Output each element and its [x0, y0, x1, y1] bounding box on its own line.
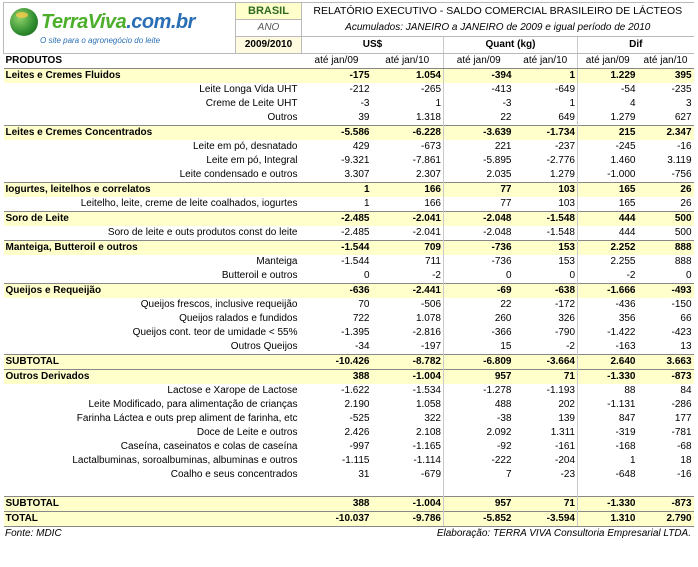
row-label: Manteiga — [256, 256, 298, 267]
value-cell: -9.321 — [341, 155, 370, 166]
value-cell: -2.485 — [341, 227, 370, 238]
value-cell: -161 — [554, 441, 575, 452]
value-cell: -38 — [444, 412, 514, 426]
item-row — [4, 398, 694, 412]
item-row — [4, 426, 694, 440]
value-cell: -1.000 — [578, 168, 638, 183]
item-row — [4, 412, 694, 426]
value-cell: -1.734 — [514, 126, 578, 141]
value-cell: -23 — [560, 469, 575, 480]
value-cell: 77 — [444, 183, 514, 198]
value-cell: -172 — [554, 299, 575, 310]
value-cell: 1 — [569, 98, 575, 109]
value-cell: 388 — [302, 370, 372, 385]
logo — [4, 3, 236, 54]
value-cell — [638, 482, 694, 497]
value-cell: 1.054 — [372, 69, 444, 84]
value-cell: 2.426 — [344, 427, 370, 438]
report-table — [3, 2, 694, 527]
value-cell: 722 — [352, 313, 370, 324]
category-row — [4, 69, 694, 84]
row-label: Lactalbuminas, soroalbuminas, albuminas e outros — [72, 455, 298, 466]
row-label: Outros Derivados — [4, 370, 302, 385]
period-header: até jan/10 — [372, 54, 444, 69]
value-cell: 1.310 — [578, 512, 638, 527]
item-row — [4, 197, 694, 212]
value-cell: -781 — [671, 427, 692, 438]
item-row — [4, 255, 694, 269]
brand-name: TerraViva — [41, 10, 127, 33]
value-cell: -16 — [677, 141, 692, 152]
period-header: até jan/09 — [302, 54, 372, 69]
value-cell: 103 — [514, 183, 578, 198]
value-cell: -506 — [420, 299, 441, 310]
value-cell: -10.426 — [302, 355, 372, 370]
value-cell: -235 — [671, 84, 692, 95]
report-subtitle: Acumulados: JANEIRO a JANEIRO de 2009 e igual período de 2010 — [345, 21, 651, 33]
value-cell: 88 — [578, 384, 638, 398]
value-cell: 177 — [674, 413, 692, 424]
value-cell: -92 — [444, 440, 514, 454]
value-cell: -394 — [444, 69, 514, 84]
row-label: TOTAL — [4, 512, 302, 527]
value-cell: 1.460 — [578, 154, 638, 168]
value-cell: 2.255 — [578, 255, 638, 269]
value-cell: 627 — [674, 112, 692, 123]
item-row — [4, 468, 694, 482]
value-cell: -2 — [578, 269, 638, 284]
report-sheet — [3, 2, 693, 541]
value-cell: 957 — [444, 497, 514, 512]
row-label: Leite Longa Vida UHT — [199, 84, 298, 95]
value-cell: -9.786 — [372, 512, 444, 527]
item-row — [4, 384, 694, 398]
row-label: SUBTOTAL — [4, 355, 302, 370]
value-cell: -175 — [302, 69, 372, 84]
value-cell: 2.092 — [444, 426, 514, 440]
value-cell: -245 — [578, 140, 638, 154]
value-cell: 1.318 — [415, 112, 441, 123]
brand-domain: .com.br — [126, 10, 195, 33]
value-cell: -756 — [671, 169, 692, 180]
row-label: Leites e Cremes Fluidos — [4, 69, 302, 84]
value-cell: 2.790 — [638, 512, 694, 527]
value-cell: -1.330 — [578, 370, 638, 385]
value-cell: 13 — [680, 341, 692, 352]
row-label: Soro de leite e outs produtos const do leite — [107, 227, 298, 238]
value-cell: -3.664 — [514, 355, 578, 370]
value-cell: -150 — [671, 299, 692, 310]
footer — [3, 527, 693, 541]
row-label: Doce de Leite e outros — [196, 427, 298, 438]
value-cell: -736 — [444, 241, 514, 256]
value-cell: 15 — [444, 340, 514, 355]
value-cell: 1.078 — [415, 313, 441, 324]
value-cell: 3.307 — [344, 169, 370, 180]
value-cell: 31 — [358, 469, 370, 480]
year-range: 2009/2010 — [236, 37, 302, 54]
value-cell: 1.229 — [578, 69, 638, 84]
value-cell: -1.422 — [578, 326, 638, 340]
usd-header: US$ — [302, 37, 444, 54]
value-cell: -168 — [578, 440, 638, 454]
item-row — [4, 269, 694, 284]
value-cell: 395 — [638, 69, 694, 84]
value-cell — [578, 482, 638, 497]
item-row — [4, 340, 694, 355]
category-row — [4, 284, 694, 299]
value-cell: 103 — [558, 198, 575, 209]
item-row — [4, 326, 694, 340]
row-label: Leitelho, leite, creme de leite coalhados, iogurtes — [80, 198, 298, 209]
value-cell: 388 — [302, 497, 372, 512]
value-cell: -222 — [444, 454, 514, 468]
value-cell: -34 — [355, 341, 370, 352]
row-label: Leite em pó, desnatado — [192, 141, 298, 152]
value-cell: 1.279 — [578, 111, 638, 126]
value-cell: -7.861 — [412, 155, 441, 166]
value-cell: -265 — [420, 84, 441, 95]
value-cell: -790 — [554, 327, 575, 338]
period-header: até jan/09 — [444, 54, 514, 69]
credit-note: Elaboração: TERRA VIVA Consultoria Empresarial LTDA. — [436, 528, 691, 539]
row-label: Manteiga, Butteroil e outros — [4, 241, 302, 256]
value-cell: -1.544 — [341, 256, 370, 267]
category-row — [4, 241, 694, 256]
item-row — [4, 440, 694, 454]
category-row — [4, 212, 694, 227]
value-cell: -204 — [554, 455, 575, 466]
item-row — [4, 168, 694, 183]
row-label: SUBTOTAL — [4, 497, 302, 512]
category-row — [4, 126, 694, 141]
value-cell: -8.782 — [372, 355, 444, 370]
value-cell: 1 — [514, 69, 578, 84]
value-cell: 39 — [358, 112, 370, 123]
value-cell: 0 — [444, 269, 514, 284]
value-cell: 0 — [569, 270, 575, 281]
value-cell: 2.252 — [578, 241, 638, 256]
value-cell: -1.622 — [341, 385, 370, 396]
value-cell: -1.278 — [444, 384, 514, 398]
value-cell: 957 — [444, 370, 514, 385]
value-cell: -366 — [444, 326, 514, 340]
value-cell: -873 — [638, 370, 694, 385]
value-cell: 2.108 — [415, 427, 441, 438]
value-cell: -68 — [677, 441, 692, 452]
value-cell — [514, 482, 578, 497]
value-cell: -649 — [554, 84, 575, 95]
value-cell: -2.041 — [372, 212, 444, 227]
value-cell: -2.048 — [444, 226, 514, 241]
value-cell: 2.347 — [638, 126, 694, 141]
value-cell: 77 — [444, 197, 514, 212]
value-cell: 2.190 — [344, 399, 370, 410]
value-cell: -2.441 — [372, 284, 444, 299]
value-cell: -237 — [554, 141, 575, 152]
value-cell: 165 — [578, 197, 638, 212]
value-cell: 1 — [363, 198, 370, 209]
value-cell: -6.809 — [444, 355, 514, 370]
value-cell: -1.544 — [302, 241, 372, 256]
value-cell: -1.004 — [372, 497, 444, 512]
category-row — [4, 370, 694, 385]
value-cell: -197 — [420, 341, 441, 352]
value-cell: -2.048 — [444, 212, 514, 227]
value-cell: 221 — [444, 140, 514, 154]
value-cell: 711 — [425, 256, 441, 267]
value-cell: 7 — [444, 468, 514, 482]
value-cell: 2.640 — [578, 355, 638, 370]
value-cell: -525 — [349, 413, 370, 424]
value-cell: -3 — [444, 97, 514, 111]
value-cell: 1 — [435, 98, 441, 109]
value-cell: 0 — [685, 270, 692, 281]
country-label: BRASIL — [236, 3, 302, 20]
value-cell — [372, 482, 444, 497]
value-cell: -1.666 — [578, 284, 638, 299]
value-cell: -736 — [444, 255, 514, 269]
row-label: Queijos e Requeijão — [4, 284, 302, 299]
value-cell: -1.004 — [372, 370, 444, 385]
value-cell: -436 — [578, 298, 638, 312]
value-cell: 84 — [680, 385, 692, 396]
value-cell: -638 — [514, 284, 578, 299]
row-label: Caseína, caseinatos e colas de caseína — [120, 441, 298, 452]
value-cell: 488 — [444, 398, 514, 412]
value-cell: -423 — [671, 327, 692, 338]
value-cell: 0 — [363, 270, 370, 281]
value-cell: 444 — [578, 226, 638, 241]
value-cell: -997 — [349, 441, 370, 452]
value-cell: -1.395 — [341, 327, 370, 338]
value-cell: 356 — [578, 312, 638, 326]
value-cell: -1.548 — [514, 212, 578, 227]
row-label: Leite em pó, Integral — [206, 155, 298, 166]
value-cell: 1 — [578, 454, 638, 468]
row-label: Outros — [267, 112, 298, 123]
value-cell: -286 — [671, 399, 692, 410]
item-row — [4, 83, 694, 97]
period-header: até jan/10 — [514, 54, 578, 69]
value-cell: 22 — [444, 298, 514, 312]
value-cell: 429 — [352, 141, 370, 152]
item-row — [4, 298, 694, 312]
value-cell: 1 — [302, 183, 372, 198]
value-cell: 166 — [424, 198, 441, 209]
row-label: Farinha Láctea e outs prep aliment de farinha, etc — [76, 413, 298, 424]
subtotal-row — [4, 497, 694, 512]
value-cell: 215 — [578, 126, 638, 141]
value-cell: -2 — [566, 341, 575, 352]
value-cell: 500 — [674, 227, 692, 238]
value-cell: -3.639 — [444, 126, 514, 141]
value-cell: -5.852 — [444, 512, 514, 527]
value-cell: 26 — [680, 198, 692, 209]
row-label: Iogurtes, leitelhos e correlatos — [4, 183, 302, 198]
value-cell: -319 — [578, 426, 638, 440]
value-cell: -636 — [302, 284, 372, 299]
row-label: Queijos cont. teor de umidade < 55% — [132, 327, 298, 338]
value-cell: 139 — [558, 413, 575, 424]
value-cell: 165 — [578, 183, 638, 198]
value-cell: -2.776 — [546, 155, 575, 166]
value-cell: -3 — [360, 98, 370, 109]
value-cell: 2.307 — [415, 169, 441, 180]
row-label — [4, 482, 302, 497]
subtotal-row — [4, 355, 694, 370]
value-cell: -2.485 — [302, 212, 372, 227]
value-cell: 4 — [578, 97, 638, 111]
value-cell: -679 — [420, 469, 441, 480]
value-cell: 3.119 — [667, 155, 692, 166]
value-cell: -673 — [420, 141, 441, 152]
value-cell: -648 — [578, 468, 638, 482]
row-label: Soro de Leite — [4, 212, 302, 227]
value-cell: 153 — [514, 241, 578, 256]
category-row — [4, 183, 694, 198]
value-cell: 202 — [558, 399, 575, 410]
value-cell: -163 — [578, 340, 638, 355]
value-cell: -5.586 — [302, 126, 372, 141]
value-cell: 888 — [674, 256, 692, 267]
value-cell: -2.041 — [412, 227, 441, 238]
value-cell: 649 — [558, 112, 575, 123]
value-cell: 709 — [372, 241, 444, 256]
value-cell: -16 — [677, 469, 692, 480]
row-label: Butteroil e outros — [221, 270, 298, 281]
item-row — [4, 154, 694, 168]
value-cell: -212 — [349, 84, 370, 95]
value-cell: -1.115 — [341, 455, 370, 466]
value-cell: -2.816 — [412, 327, 441, 338]
item-row — [4, 312, 694, 326]
value-cell: -6.228 — [372, 126, 444, 141]
period-header: até jan/09 — [578, 54, 638, 69]
row-label: Lactose e Xarope de Lactose — [167, 385, 298, 396]
value-cell: -1.165 — [412, 441, 441, 452]
quant-header: Quant (kg) — [444, 37, 578, 54]
value-cell — [444, 482, 514, 497]
value-cell: 26 — [638, 183, 694, 198]
value-cell: -1.114 — [413, 455, 441, 466]
value-cell: 166 — [372, 183, 444, 198]
value-cell: 3 — [685, 98, 692, 109]
value-cell: -2 — [432, 270, 441, 281]
value-cell: -1.534 — [412, 385, 441, 396]
value-cell: -1.548 — [546, 227, 575, 238]
globe-icon — [10, 8, 38, 36]
value-cell: 1.058 — [415, 399, 441, 410]
value-cell: 847 — [578, 412, 638, 426]
value-cell: 22 — [444, 111, 514, 126]
value-cell: 260 — [444, 312, 514, 326]
report-title: RELATÓRIO EXECUTIVO - SALDO COMERCIAL BRASILEIRO DE LÁCTEOS — [302, 3, 694, 20]
value-cell: -493 — [638, 284, 694, 299]
item-row — [4, 454, 694, 468]
value-cell: -69 — [444, 284, 514, 299]
dif-header: Dif — [578, 37, 694, 54]
row-label: Outros Queijos — [230, 341, 298, 352]
value-cell: 888 — [638, 241, 694, 256]
value-cell: 3.663 — [638, 355, 694, 370]
value-cell: 71 — [514, 497, 578, 512]
value-cell: -1.131 — [578, 398, 638, 412]
value-cell: -873 — [638, 497, 694, 512]
row-label: Leite Modificado, para alimentação de crianças — [88, 399, 298, 410]
value-cell: 153 — [558, 256, 575, 267]
value-cell: 71 — [514, 370, 578, 385]
value-cell: 2.035 — [444, 168, 514, 183]
row-label: Leite condensado e outros — [179, 169, 298, 180]
row-label: Coalho e seus concentrados — [170, 469, 298, 480]
value-cell: -1.330 — [578, 497, 638, 512]
brand-tagline: O site para o agronegócio do leite — [40, 35, 161, 45]
value-cell: 66 — [680, 313, 692, 324]
value-cell — [302, 482, 372, 497]
row-label: Creme de Leite UHT — [205, 98, 298, 109]
value-cell: 322 — [424, 413, 441, 424]
row-label: Queijos ralados e fundidos — [179, 313, 298, 324]
value-cell: 500 — [638, 212, 694, 227]
item-row — [4, 140, 694, 154]
value-cell: -54 — [578, 83, 638, 97]
value-cell: 1.279 — [549, 169, 575, 180]
value-cell: 70 — [358, 299, 370, 310]
value-cell: -10.037 — [302, 512, 372, 527]
products-header: PRODUTOS — [4, 54, 302, 69]
source-note: Fonte: MDIC — [5, 528, 62, 539]
value-cell: -1.193 — [546, 385, 575, 396]
value-cell: 444 — [578, 212, 638, 227]
item-row — [4, 226, 694, 241]
row-label: Queijos frescos, inclusive requeijão — [140, 299, 298, 310]
item-row — [4, 97, 694, 111]
period-header: até jan/10 — [638, 54, 694, 69]
value-cell: 18 — [680, 455, 692, 466]
value-cell: -3.594 — [514, 512, 578, 527]
total-row — [4, 512, 694, 527]
row-label: Leites e Cremes Concentrados — [4, 126, 302, 141]
value-cell: -413 — [444, 83, 514, 97]
value-cell: -5.895 — [444, 154, 514, 168]
value-cell: 1.311 — [550, 427, 575, 438]
year-caption: ANO — [236, 20, 302, 37]
value-cell: 326 — [558, 313, 575, 324]
item-row — [4, 111, 694, 126]
blank-row — [4, 482, 694, 497]
